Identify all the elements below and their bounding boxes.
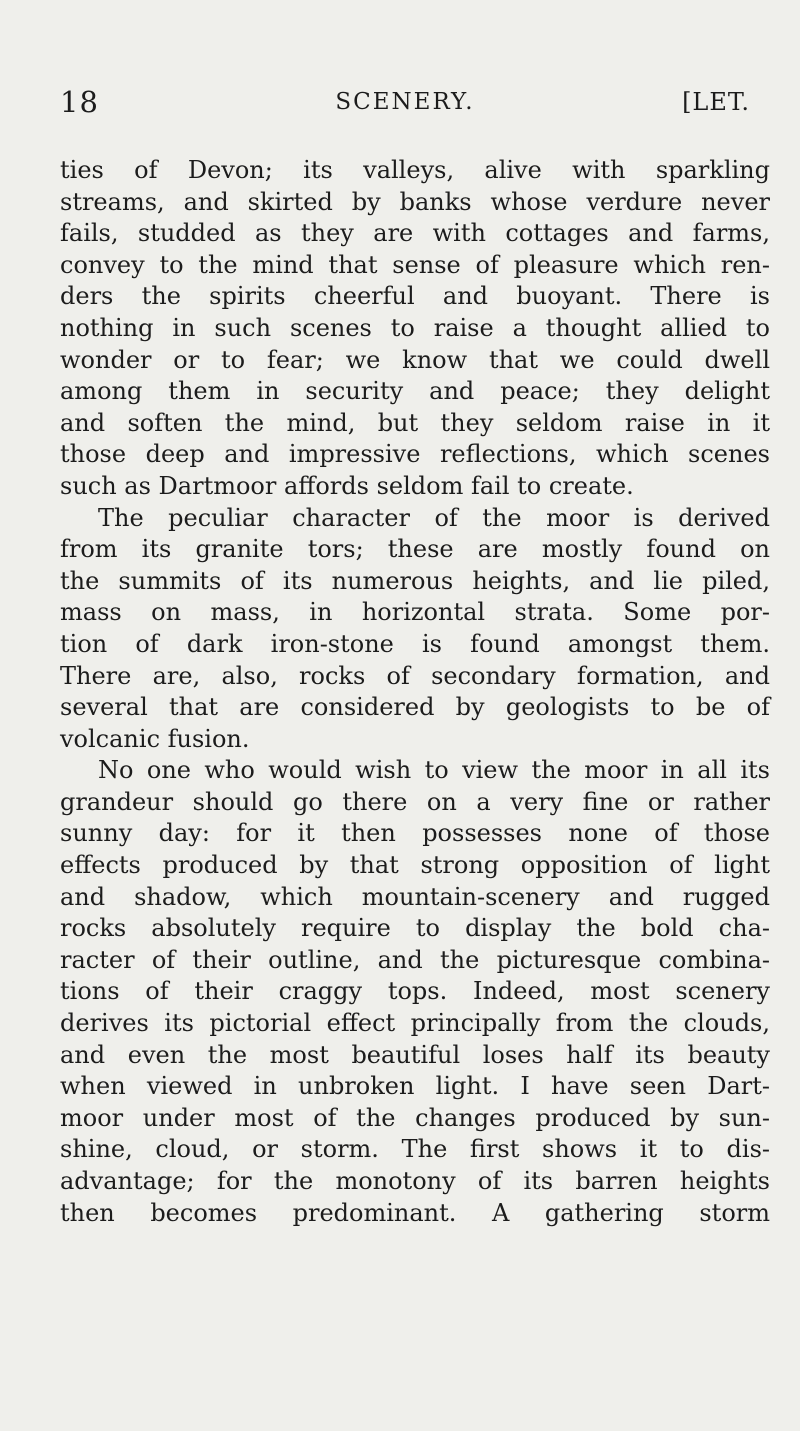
text-line: rocks absolutely require to display the bold cha- <box>60 914 770 943</box>
text-line: There are, also, rocks of secondary formation, and <box>60 661 770 690</box>
text-line: among them in security and peace; they delight <box>60 377 770 406</box>
text-line: racter of their outline, and the picturesque combina- <box>60 945 770 974</box>
text-line: and even the most beautiful loses half its beauty <box>60 1040 770 1069</box>
text-line: such as Dartmoor affords seldom fail to create. <box>60 471 634 500</box>
text-line: when viewed in unbroken light. I have seen Dart- <box>60 1072 770 1101</box>
text-line: moor under most of the changes produced by sun- <box>60 1103 770 1132</box>
text-line: fails, studded as they are with cottages and farms, <box>60 219 770 248</box>
text-line: the summits of its numerous heights, and lie piled, <box>60 566 770 595</box>
text-line: ders the spirits cheerful and buoyant. There is <box>60 282 770 311</box>
text-line: from its granite tors; these are mostly found on <box>60 535 770 564</box>
text-line: mass on mass, in horizontal strata. Some por- <box>60 598 770 627</box>
paragraph-start: No one who would wish to view the moor in all its <box>98 756 770 785</box>
text-line: and soften the mind, but they seldom raise in it <box>60 408 770 437</box>
text-line: effects produced by that strong opposition of light <box>60 851 770 880</box>
running-header <box>60 85 750 125</box>
text-line: nothing in such scenes to raise a thought allied to <box>60 313 770 342</box>
text-line: shine, cloud, or storm. The first shows it to dis- <box>60 1135 770 1164</box>
text-line: ties of Devon; its valleys, alive with sparkling <box>60 156 770 184</box>
section-title: SCENERY. <box>335 89 475 115</box>
text-line: derives its pictorial effect principally from the clouds, <box>60 1009 770 1038</box>
text-line: volcanic fusion. <box>60 724 250 753</box>
text-line: streams, and skirted by banks whose verdure never <box>60 187 770 216</box>
text-line: several that are considered by geologists to be of <box>60 693 770 722</box>
text-line: advantage; for the monotony of its barren heights <box>60 1167 770 1195</box>
paragraph-start: The peculiar character of the moor is derived <box>98 503 770 532</box>
chapter-tag: [LET. <box>682 88 750 116</box>
text-line: tion of dark iron-stone is found amongst them. <box>60 629 770 658</box>
text-line: convey to the mind that sense of pleasure which ren- <box>60 250 770 279</box>
page-number: 18 <box>60 85 99 119</box>
text-line: sunny day: for it then possesses none of those <box>60 819 770 848</box>
text-line: then becomes predominant. A gathering storm <box>60 1198 770 1227</box>
text-line: those deep and impressive reflections, which scenes <box>60 440 770 469</box>
body-text <box>60 155 770 1229</box>
text-line: wonder or to fear; we know that we could dwell <box>60 345 770 374</box>
text-line: and shadow, which mountain-scenery and rugged <box>60 882 770 911</box>
text-line: grandeur should go there on a very fine or rather <box>60 787 770 816</box>
text-line: tions of their craggy tops. Indeed, most scenery <box>60 977 770 1006</box>
